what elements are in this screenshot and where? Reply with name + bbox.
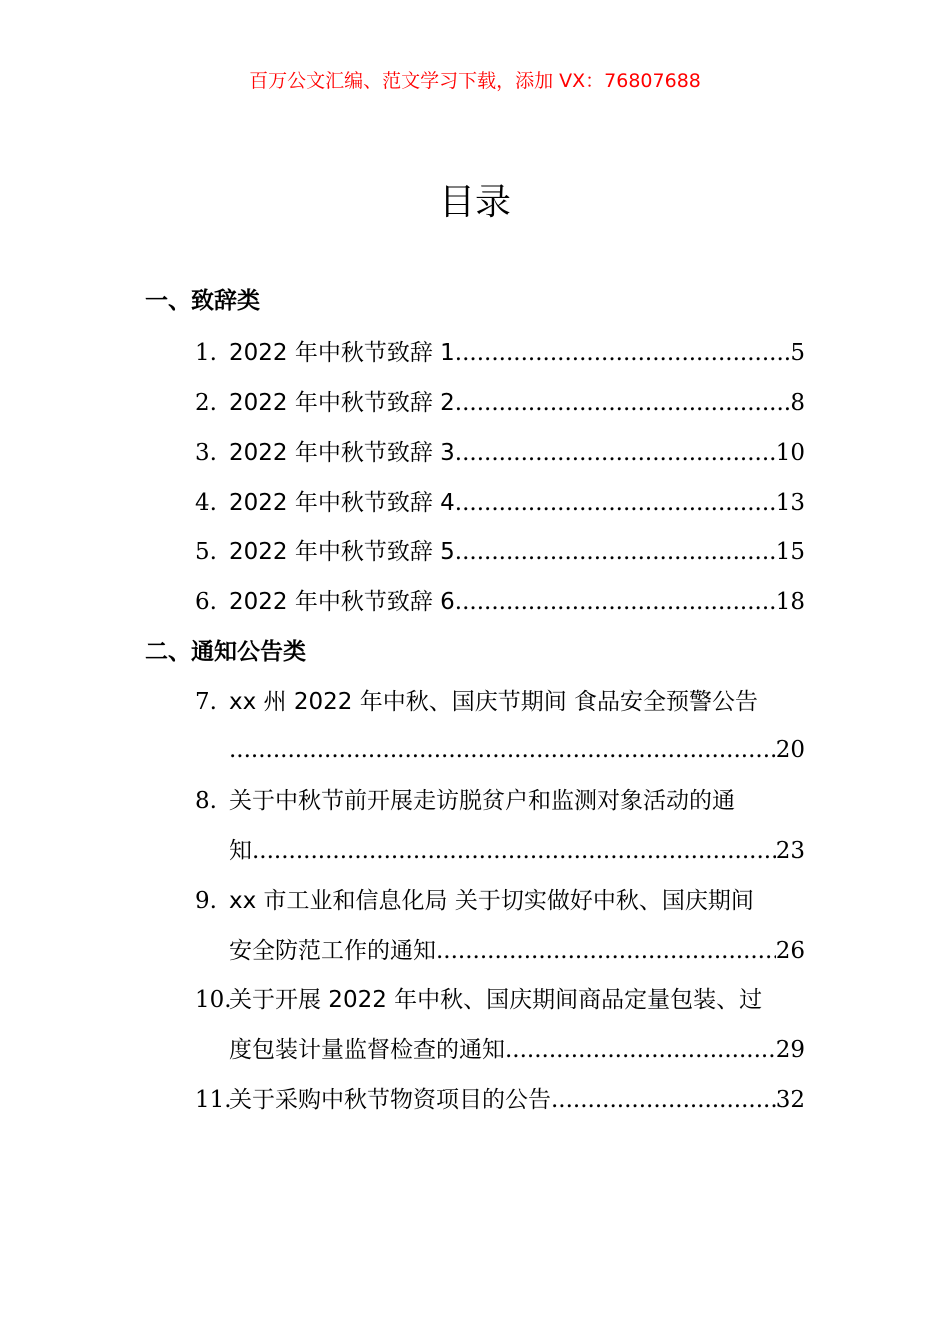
page-title: 目录	[438, 182, 511, 223]
leader-dots	[455, 436, 776, 470]
entry-title-line-2: 度包装计量监督检查的通知	[229, 1037, 505, 1063]
toc-entry[interactable]	[195, 983, 805, 1067]
entry-page: 5	[790, 340, 805, 366]
leader-dots	[455, 535, 776, 569]
entry-title: 2022 年中秋节致辞 5	[229, 539, 455, 565]
entry-title-line-2: 知	[229, 838, 252, 864]
entry-page: 8	[790, 390, 805, 416]
entry-title-line-2: 安全防范工作的通知	[229, 938, 436, 964]
entry-page: 26	[775, 938, 805, 964]
entry-title: 2022 年中秋节致辞 1	[229, 340, 455, 366]
leader-dots	[455, 386, 791, 420]
entry-number: 7.	[195, 689, 217, 715]
section-heading-speeches: 一、致辞类	[145, 288, 260, 314]
entry-title: 2022 年中秋节致辞 4	[229, 490, 455, 516]
entry-number: 3.	[195, 440, 217, 466]
toc-entry[interactable]	[195, 784, 805, 868]
entry-number: 11.	[195, 1087, 232, 1113]
leader-dots	[455, 486, 776, 520]
entry-title-line-1: xx 州 2022 年中秋、国庆节期间 食品安全预警公告	[229, 689, 758, 715]
entry-page: 32	[775, 1087, 805, 1113]
leader-dots	[551, 1083, 776, 1117]
entry-title: 2022 年中秋节致辞 6	[229, 589, 455, 615]
entry-page: 29	[775, 1037, 805, 1063]
entry-page: 18	[775, 589, 805, 615]
entry-number: 10.	[195, 987, 232, 1013]
header-notice: 百万公文汇编、范文学习下载，添加 VX：76807688	[249, 70, 701, 92]
entry-number: 8.	[195, 788, 217, 814]
leader-dots	[229, 733, 776, 767]
entry-title: 2022 年中秋节致辞 3	[229, 440, 455, 466]
leader-dots	[505, 1033, 776, 1067]
entry-number: 2.	[195, 390, 217, 416]
entry-page: 23	[775, 838, 805, 864]
entry-number: 9.	[195, 888, 217, 914]
entry-number: 5.	[195, 539, 217, 565]
entry-page: 13	[775, 490, 805, 516]
leader-dots	[455, 336, 791, 370]
section-heading-notices: 二、通知公告类	[145, 639, 306, 665]
entry-title-line-1: 关于开展 2022 年中秋、国庆期间商品定量包装、过	[229, 987, 763, 1013]
entry-page: 20	[775, 737, 805, 763]
entry-number: 1.	[195, 340, 217, 366]
entry-page: 15	[775, 539, 805, 565]
entry-title: 关于采购中秋节物资项目的公告	[229, 1087, 551, 1113]
toc-entry[interactable]	[195, 685, 805, 769]
leader-dots	[436, 934, 776, 968]
leader-dots	[252, 834, 776, 868]
entry-page: 10	[775, 440, 805, 466]
toc-entry[interactable]	[195, 884, 805, 968]
entry-number: 4.	[195, 490, 217, 516]
entry-number: 6.	[195, 589, 217, 615]
leader-dots	[455, 585, 776, 619]
entry-title: 2022 年中秋节致辞 2	[229, 390, 455, 416]
entry-title-line-1: 关于中秋节前开展走访脱贫户和监测对象活动的通	[229, 788, 735, 814]
entry-title-line-1: xx 市工业和信息化局 关于切实做好中秋、国庆期间	[229, 888, 754, 914]
